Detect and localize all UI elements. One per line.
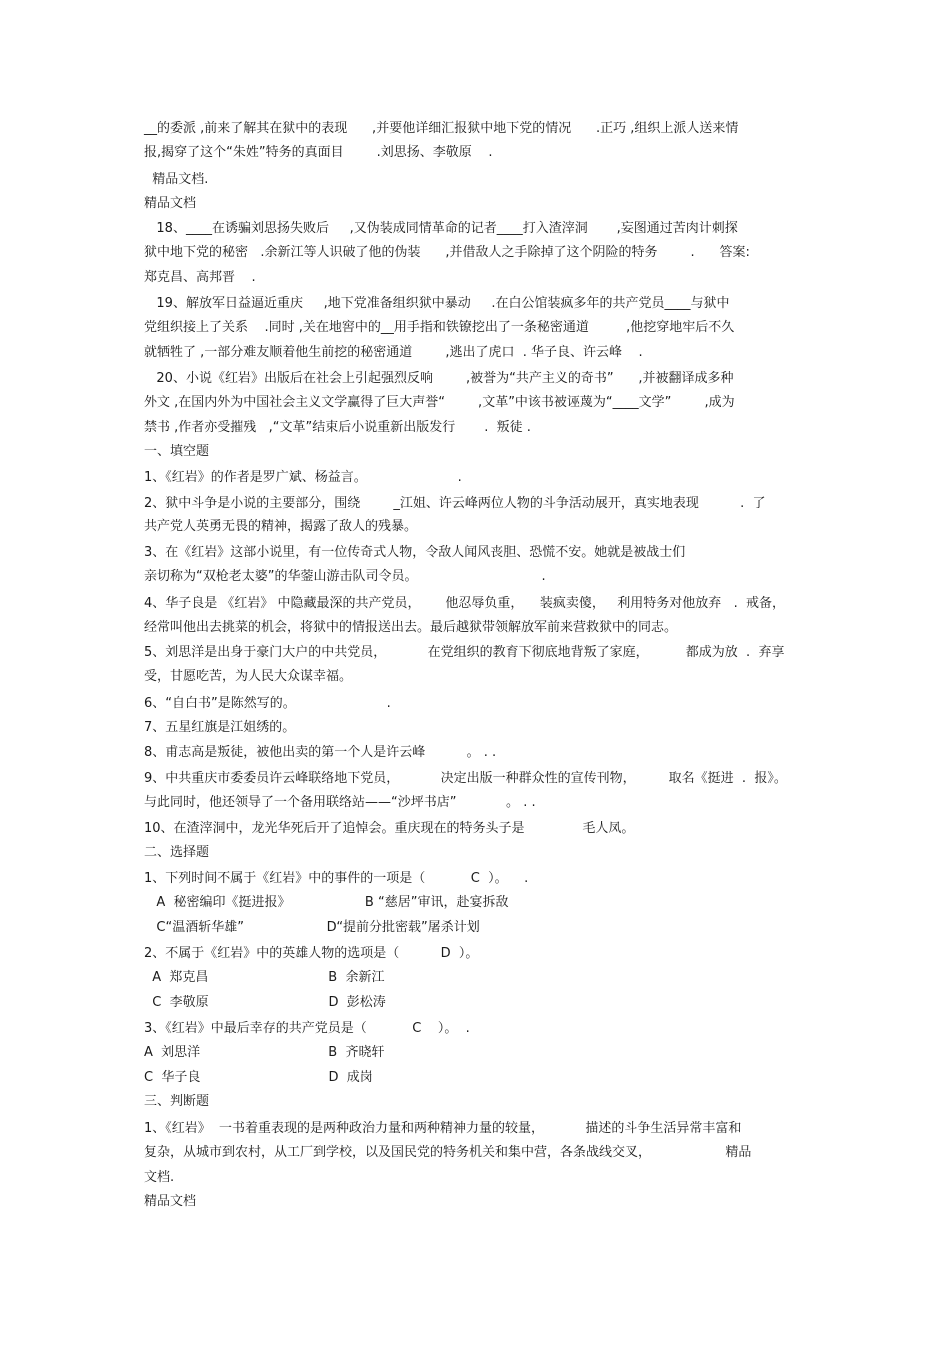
text-line: 狱中地下党的秘密 .余新江等人识破了他的伪装 ,并借敌人之手除掉了这个阴险的特务 . 答案: (144, 245, 750, 260)
text-line: 报,揭穿了这个“朱姓”特务的真面目 .刘思扬、李敬原 . (144, 145, 493, 160)
text-line: 3、《红岩》中最后幸存的共产党员是（ C ）。 . (144, 1021, 470, 1036)
text-line: 精品文档. (144, 172, 209, 187)
text-line: 10、在渣滓洞中，龙光华死后开了追悼会。重庆现在的特务头子是 毛人凤。 (144, 821, 635, 836)
text-line: C 华子良 D 成岗 (144, 1070, 373, 1085)
text-line: 1、《红岩》 一书着重表现的是两种政治力量和两种精神力量的较量， 描述的斗争生活异常丰富和 (144, 1121, 742, 1136)
text-line: 禁书 ,作者亦受摧残 ,“文革”结束后小说重新出版发行 . 叛徒 . (144, 420, 531, 435)
text-line: A 秘密编印《挺进报》 B “慈居”审讯，赴宴拆敌 (144, 895, 509, 910)
text-line: 就牺牲了 ,一部分难友顺着他生前挖的秘密通道 ,逃出了虎口 . 华子良、许云峰 . (144, 345, 643, 360)
text-line: 20、小说《红岩》出版后在社会上引起强烈反响 ,被誉为“共产主义的奇书” ,并被翻译成多种 (144, 371, 734, 386)
text-line: A 刘思洋 B 齐晓轩 (144, 1045, 385, 1060)
text-line: 5、刘思洋是出身于豪门大户的中共党员， 在党组织的教育下彻底地背叛了家庭， 都成为放 . 弃享 (144, 645, 785, 660)
text-line: C 李敬原 D 彭松涛 (144, 995, 386, 1010)
section-heading: 二、选择题 (144, 845, 210, 860)
text-line: C“温酒斩华雄” D“提前分批密载”屠杀计划 (144, 920, 480, 935)
text-line: 4、华子良是 《红岩》 中隐藏最深的共产党员， 他忍辱负重， 装疯卖傻， 利用特务对他放弃 . 戒备， (144, 596, 786, 611)
text-line: 亲切称为“双枪老太婆”的华蓥山游击队司令员。 . (144, 569, 546, 584)
text-line: 复杂，从城市到农村，从工厂到学校，以及国民党的特务机关和集中营，各条战线交叉， 精品 (144, 1145, 752, 1160)
text-line: 党组织接上了关系 .同时 ,关在地窖中的__用手指和铁镣挖出了一条秘密通道 ,他挖穿地牢后不久 (144, 320, 735, 335)
text-line: 7、五星红旗是江姐绣的。 (144, 720, 296, 735)
text-line: __的委派 ,前来了解其在狱中的表现 ,并要他详细汇报狱中地下党的情况 .正巧 ,组织上派人送来情 (144, 121, 739, 136)
text-line: A 郑克昌 B 余新江 (144, 970, 385, 985)
text-line: 6、“自白书”是陈然写的。 . (144, 696, 391, 711)
text-line: 18、____在诱骗刘思扬失败后 ,又伪装成同情革命的记者____打入渣滓洞 ,妄图通过苦肉计刺探 (144, 221, 738, 236)
text-line: 外文 ,在国内外为中国社会主义文学赢得了巨大声誉“ ,文革”中该书被诬蔑为“____文学” ,成为 (144, 395, 735, 410)
text-line: 文档. (144, 1170, 175, 1185)
section-heading: 三、判断题 (144, 1094, 210, 1109)
text-line: 受，甘愿吃苦，为人民大众谋幸福。 (144, 669, 353, 684)
text-line: 共产党人英勇无畏的精神，揭露了敌人的残暴。 (144, 519, 418, 534)
text-line: 郑克昌、高邦晋 . (144, 270, 256, 285)
text-line: 精品文档 (144, 196, 197, 211)
text-line: 经常叫他出去挑菜的机会，将狱中的情报送出去。最后越狱带领解放军前来营救狱中的同志。 (144, 620, 678, 635)
text-line: 3、在《红岩》这部小说里，有一位传奇式人物，令敌人闻风丧胆、恐慌不安。她就是被战士们 (144, 545, 686, 560)
section-heading: 一、填空题 (144, 444, 210, 459)
text-line: 1、《红岩》的作者是罗广斌、杨益言。 . (144, 470, 462, 485)
text-line: 9、中共重庆市委委员许云峰联络地下党员， 决定出版一种群众性的宣传刊物， 取名《挺进 . 报》。 (144, 771, 787, 786)
text-line: 2、不属于《红岩》中的英雄人物的选项是（ D ）。 (144, 946, 479, 961)
text-line: 与此同时，他还领导了一个备用联络站——“沙坪书店” 。 . . (144, 795, 536, 810)
text-line: 精品文档 (144, 1194, 197, 1209)
text-line: 19、解放军日益逼近重庆 ,地下党准备组织狱中暴动 .在白公馆装疯多年的共产党员____与狱中 (144, 296, 730, 311)
text-line: 8、甫志高是叛徒，被他出卖的第一个人是许云峰 。 . . (144, 745, 497, 760)
text-line: 2、狱中斗争是小说的主要部分，围绕 _江姐、许云峰两位人物的斗争活动展开，真实地表现 . 了 (144, 496, 766, 511)
text-line: 1、下列时间不属于《红岩》中的事件的一项是（ C ）。 . (144, 871, 529, 886)
